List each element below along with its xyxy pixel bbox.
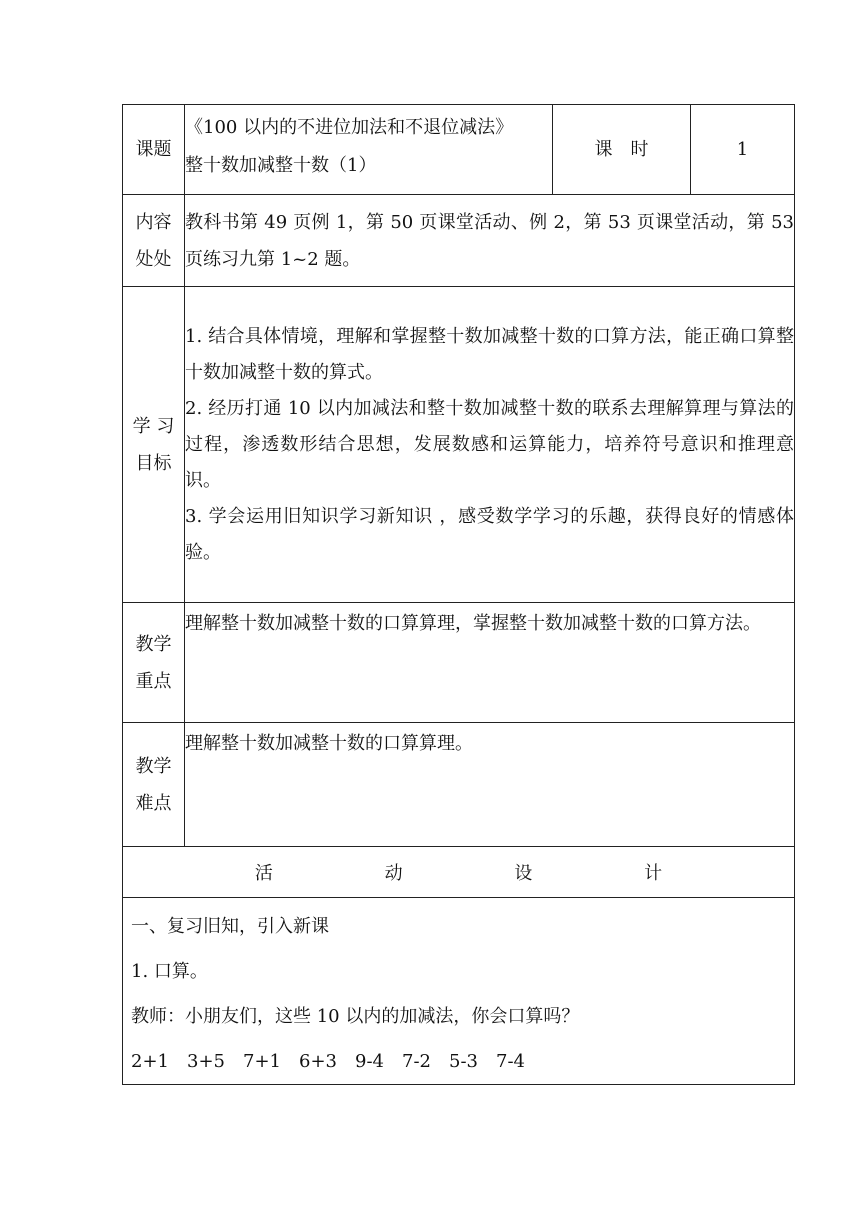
activity-section-title: 一、复习旧知，引入新课: [131, 916, 329, 937]
calc-item: 6+3: [299, 1051, 337, 1072]
difficulty-label: [123, 723, 185, 847]
title-line-1: 《100 以内的不进位加法和不退位减法》: [185, 117, 514, 138]
title-line-2: 整十数加减整十数（1）: [185, 155, 377, 176]
goal-item-2: 2. 经历打通 10 以内加减法和整十数加减整十数的联系去理解算理与算法的过程，渗透数形结合思想，发展数感和运算能力，培养符号意识和推理意识。: [185, 397, 794, 491]
calc-item: 9-4: [355, 1051, 384, 1072]
content-label-line-2: 处处: [135, 248, 172, 270]
content-label: [123, 195, 185, 287]
title-label: 课题: [123, 105, 185, 195]
calc-item: 2+1: [131, 1051, 169, 1072]
row-title: [123, 105, 795, 195]
goals-label-line-2: 目标: [135, 452, 172, 474]
calc-list: [131, 1039, 786, 1084]
activity-body: [123, 898, 795, 1085]
goal-item-1: 1. 结合具体情境，理解和掌握整十数加减整十数的口算方法，能正确口算整十数加减整十数的算式。: [185, 325, 794, 383]
key-label-line-2: 重点: [135, 670, 172, 692]
title-cell: [185, 105, 553, 195]
goal-item-3: 3. 学会运用旧知识学习新知识 ，感受数学学习的乐趣，获得良好的情感体验。: [185, 505, 794, 563]
row-difficulty: [123, 723, 795, 847]
row-content: [123, 195, 795, 287]
goals-text: [185, 287, 795, 603]
activity-header-char-2: 动: [384, 863, 403, 884]
period-label: 课 时: [553, 105, 691, 195]
activity-header: [123, 847, 795, 898]
row-goals: [123, 287, 795, 603]
activity-sub-title: 1. 口算。: [131, 961, 208, 982]
goals-label: [123, 287, 185, 603]
difficulty-label-line-2: 难点: [135, 792, 172, 814]
calc-item: 3+5: [187, 1051, 225, 1072]
content-text: 教科书第 49 页例 1，第 50 页课堂活动、例 2，第 53 页课堂活动，第 53 页练习九第 1~2 题。: [185, 195, 795, 287]
row-activity-header: [123, 847, 795, 898]
row-key-points: [123, 603, 795, 723]
period-value: 1: [691, 105, 795, 195]
calc-item: 5-3: [449, 1051, 478, 1072]
key-label: [123, 603, 185, 723]
content-label-line-1: 内容: [135, 211, 172, 233]
difficulty-text: 理解整十数加减整十数的口算算理。: [185, 723, 795, 847]
calc-item: 7-2: [402, 1051, 431, 1072]
lesson-plan-table: [122, 104, 795, 1085]
activity-header-char-3: 设: [514, 863, 533, 884]
difficulty-label-line-1: 教学: [135, 755, 172, 777]
key-label-line-1: 教学: [135, 633, 172, 655]
calc-item: 7-4: [496, 1051, 525, 1072]
key-text: 理解整十数加减整十数的口算算理，掌握整十数加减整十数的口算方法。: [185, 603, 795, 723]
activity-header-char-1: 活: [254, 863, 273, 884]
activity-teacher-line: 教师：小朋友们，这些 10 以内的加减法，你会口算吗？: [131, 1006, 580, 1027]
activity-header-char-4: 计: [644, 863, 663, 884]
goals-label-line-1: 学 习: [132, 415, 175, 437]
calc-item: 7+1: [243, 1051, 281, 1072]
row-activity-body: [123, 898, 795, 1085]
